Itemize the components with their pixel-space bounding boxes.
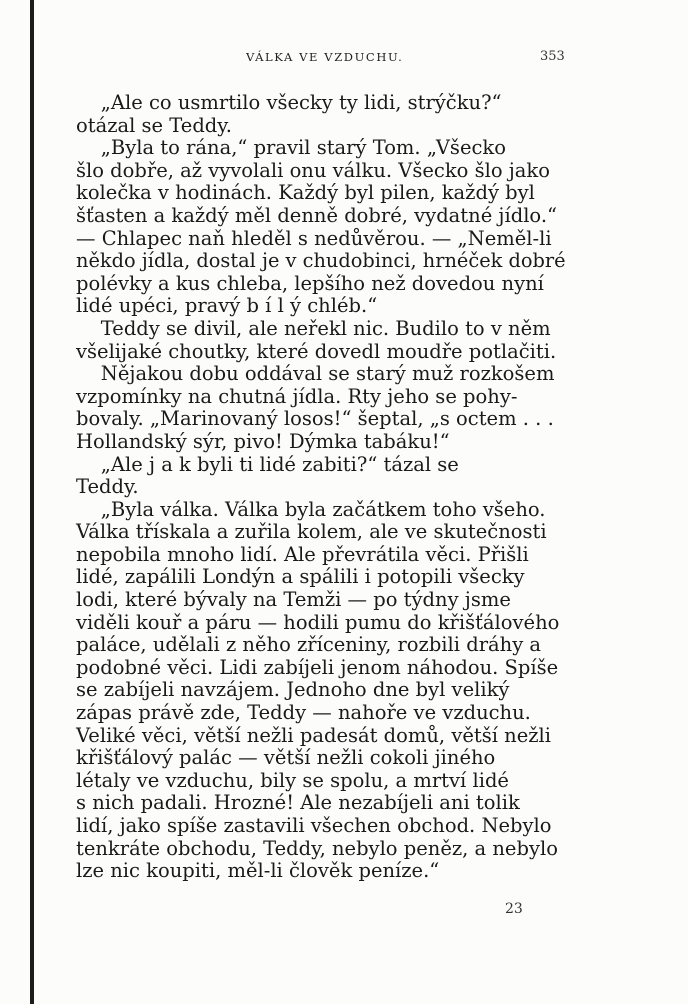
text-line: někdo jídla, dostal je v chudobinci, hrnéček dobré [76, 249, 566, 273]
text-line: vzpomínky na chutná jídla. Rty jeho se pohy- [76, 384, 518, 408]
text-line: Veliké věci, větší nežli padesát domů, větší nežli [76, 723, 551, 747]
text-line: lidí, jako spíše zastavili všechen obchod. Nebylo [76, 814, 552, 837]
text-line: se zabíjeli navzájem. Jednoho dne byl veliký [76, 678, 510, 702]
text-line: nepobila mnoho lidí. Ale převrátila věci. Přišli [76, 542, 529, 566]
text-line: Hollandský sýr, pivo! Dýmka tabáku!“ [76, 429, 450, 453]
text-line: „Byla to rána,“ pravil starý Tom. „Všecko [76, 136, 506, 160]
text-line: „Byla válka. Válka byla začátkem toho všeho. [76, 497, 546, 521]
text-line: lidé, zapálili Londýn a spálili i potopili všecky [76, 565, 525, 589]
text-line: Teddy se divil, ale neřekl nic. Budilo to v něm [76, 316, 551, 340]
text-line: „Ale co usmrtilo všecky ty lidi, strýčku?“ [76, 91, 502, 114]
text-line: tenkráte obchodu, Teddy, nebylo peněz, a nebylo [76, 836, 558, 860]
text-line: bovaly. „Marinovaný losos!“ šeptal, „s octem . . . [76, 407, 554, 431]
page-header [0, 50, 688, 70]
text-line: podobné věci. Lidi zabíjeli jenom náhodou. Spíše [76, 655, 559, 679]
text-line: paláce, udělali z něho zříceniny, rozbili dráhy a [76, 633, 542, 657]
text-line: šlo dobře, až vyvolali onu válku. Všecko šlo jako [76, 158, 550, 182]
text-line: zápas právě zde, Teddy — nahoře ve vzduchu. [76, 701, 531, 725]
text-line: kolečka v hodinách. Každý byl pilen, každý byl [76, 181, 535, 205]
text-line: všelijaké choutky, které dovedl moudře potlačiti. [76, 339, 557, 363]
text-line: — Chlapec naň hleděl s nedůvěrou. — „Neměl-li [76, 226, 552, 250]
text-line: Teddy. [76, 475, 139, 499]
signature-mark: 23 [505, 901, 523, 917]
text-line: otázal se Teddy. [76, 113, 232, 137]
text-line: lidé upéci, pravý b í l ý chléb.“ [76, 294, 378, 318]
text-line: křišťálový palác — větší nežli cokoli jiného [76, 746, 496, 770]
page-spine-edge [30, 0, 34, 1004]
text-line: létaly ve vzduchu, bily se spolu, a mrtví lidé [76, 768, 509, 792]
text-line: Válka třískala a zuřila kolem, ale ve skutečnosti [76, 520, 547, 544]
body-text [76, 92, 566, 883]
running-title: VÁLKA VE VZDUCHU. [246, 50, 404, 64]
text-line: viděli kouř a páru — hodili pumu do křišťálového [76, 610, 560, 634]
text-line: polévky a kus chleba, lepšího než dovedou nyní [76, 271, 544, 295]
page-number: 353 [540, 49, 565, 64]
text-line: s nich padali. Hrozné! Ale nezabíjeli ani tolik [76, 791, 520, 815]
text-line: lodi, které bývaly na Temži — po týdny jsme [76, 588, 511, 612]
text-line: lze nic koupiti, měl-li člověk peníze.“ [76, 859, 440, 883]
text-line: šťasten a každý měl denně dobré, vydatné jídlo.“ [76, 203, 557, 227]
text-line: „Ale j a k byli ti lidé zabiti?“ tázal se [76, 452, 459, 476]
text-line: Nějakou dobu oddával se starý muž rozkošem [76, 362, 555, 386]
